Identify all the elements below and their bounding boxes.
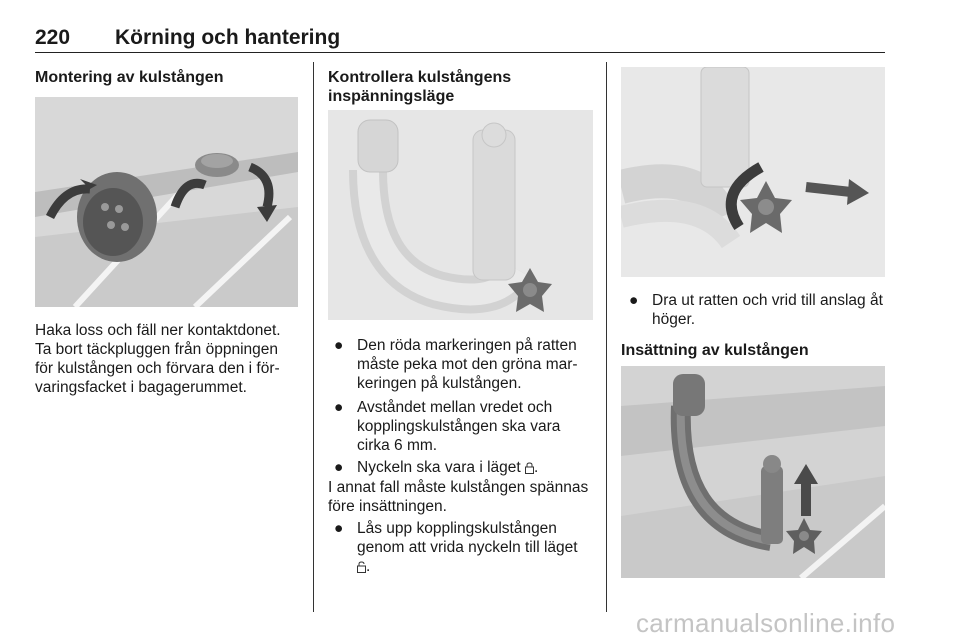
list-item-pull-knob: ● Dra ut ratten och vrid till anslag åt höger. (629, 292, 883, 328)
page-header (35, 26, 885, 53)
page-number: 220 (35, 26, 71, 49)
figure-connector-and-plug (35, 97, 298, 307)
figure-pull-knob (621, 67, 885, 277)
list-item-key-position: ● Nyckeln ska vara i läget . (334, 459, 539, 476)
watermark-text: carmanualsonline.info (636, 608, 896, 638)
mounting-paragraph: Haka loss och fäll ner kontaktdonet. Ta bort täckpluggen från öppningen för kulstången och förvara den i för- varingsfacket i bagagerummet. (35, 322, 281, 396)
section-heading-mounting: Montering av kulstången (35, 69, 224, 86)
list-item-red-marking: ● Den röda markeringen på ratten måste peka mot den gröna mar- keringen på kulstången. (334, 337, 578, 392)
list-item-distance: ● Avståndet mellan vredet och kopplingskulstången ska vara cirka 6 mm. (334, 399, 561, 454)
chapter-title: Körning och hantering (115, 26, 341, 49)
section-heading-check-tension: Kontrollera kulstångens inspänningsläge (328, 69, 512, 105)
section-heading-insertion: Insättning av kulstången (621, 342, 809, 359)
column-divider-1 (313, 62, 314, 612)
lock-closed-icon (525, 462, 534, 474)
column-divider-2 (606, 62, 607, 612)
list-item-unlock: ● Lås upp kopplingskulstången genom att vrida nyckeln till läget . (334, 520, 578, 575)
tension-paragraph: I annat fall måste kulstången spännas före insättningen. (328, 479, 589, 515)
figure-insert-towbar (621, 366, 885, 578)
lock-open-icon (357, 561, 366, 573)
figure-towbar-tension (328, 110, 593, 320)
